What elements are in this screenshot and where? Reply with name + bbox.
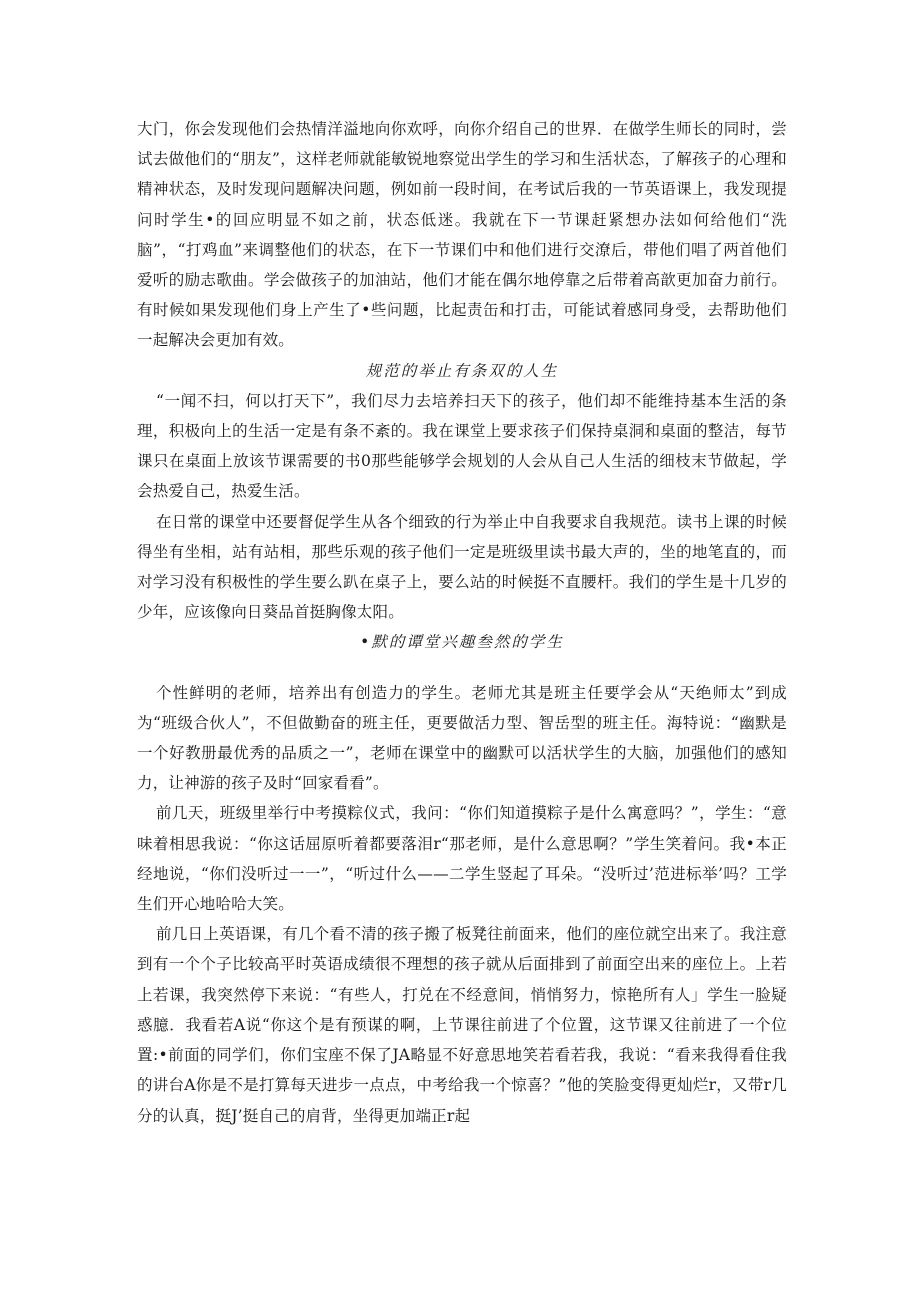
paragraph-opening: 大门，你会发现他们会热情洋溢地向你欢呼，向你介绍自己的世界．在做学生师长的同时，尝试去做他们的“朋友”，这样老师就能敏锐地察觉出学生的学习和生活状态，了解孩子的心理和精神状态，及时发现问题解决问题，例如前一段时间，在考试后我的一节英语课上，我发现提问时学生•的回应明显不如之前，状态低迷。我就在下一节课赶紧想办法如何给他们“洗脑”，“打鸡血”来调整他们的状态，在下一节课们中和他们进行交潦后，带他们唱了两首他们爱听的励志歌曲。学会做孩子的加油站，他们才能在偶尔地停靠之后带着高歆更加奋力前行。有时候如果发现他们身上产生了•些问题，比起责缶和打击，可能试着感同身受，去帮助他们一起解决会更加有效。 xyxy=(137,120,787,350)
paragraph-humor-2: 前几天，班级里举行中考摸粽仪式，我问：“你们知道摸粽子是什么寓意吗？”，学生：“意味着相思我说：“你这话屈原听着都要落泪r“那老师，是什么意思啊？”学生笑着问。我•本正经地说，“你们没听过一一”，“听过什么——二学生竖起了耳朵。“没听过’范进标举’吗？工学生们开心地哈哈大笑。 xyxy=(137,804,787,914)
section-heading-humor: •默的谭堂兴趣叁然的学生 xyxy=(360,633,564,652)
document-page xyxy=(137,114,787,1131)
paragraph-norms-1: “一闻不扫，何以打天下”，我们尽力去培养扫天下的孩子，他们却不能维持基本生活的条理，积极向上的生活一定是有条不紊的。我在课堂上要求孩子们保持桌洞和桌面的整洁，每节课只在桌面上放该节课需要的书0那些能够学会规划的人会从自己人生活的细枝末节做起，学会热爱自己，热爱生活。 xyxy=(137,391,787,501)
spacer xyxy=(137,658,787,678)
paragraph-norms-2: 在日常的课堂中还要督促学生从各个细致的行为举止中自我要求自我规范。读书上课的时候得坐有坐相，站有站相，那些乐观的孩子他们一定是班级里读书最大声的，坐的地笔直的，而对学习没有积极性的学生要么趴在桌子上，要么站的时候挺不直腰杆。我们的学生是十几岁的少年，应该像向日葵品首挺胸像太阳。 xyxy=(137,512,787,622)
section-heading-norms: 规范的举止有条双的人生 xyxy=(365,361,559,380)
paragraph-humor-3: 前几日上英语课，有几个看不清的孩子搬了板凳往前面来，他们的座位就空出来了。我注意到有一个个子比较高平时英语成绩很不理想的孩子就从后面排到了前面空出来的座位上。上若上若课，我突然停下来说：“有些人，打兑在不经意间，悄悄努力，惊艳所有人」学生一脸疑惑臆．我看若A说“你这个是有预谋的啊，上节课往前进了个位置，这节课又往前进了一个位置:•前面的同学们，你们宝座不保了JA略显不好意思地笑若看若我，我说：“看来我得看住我的讲台A你是不是打算每天进步一点点，中考给我一个惊喜？”他的笑脸变得更灿烂r，又带r几分的认真，挺J’挺自己的肩背，坐得更加端正r起 xyxy=(137,925,787,1125)
paragraph-humor-1: 个性鲜明的老师，培养出有创造力的学生。老师尤其是班主任要学会从“天绝师太”到成为“班级合伙人”，不但做勤奋的班主任，更要做活力型、智岳型的班主任。海特说：“幽默是一个好教册最优秀的品质之一”，老师在课堂中的幽默可以活状学生的大脑，加强他们的感知力，让神游的孩子及时“回家看看”。 xyxy=(137,683,787,793)
